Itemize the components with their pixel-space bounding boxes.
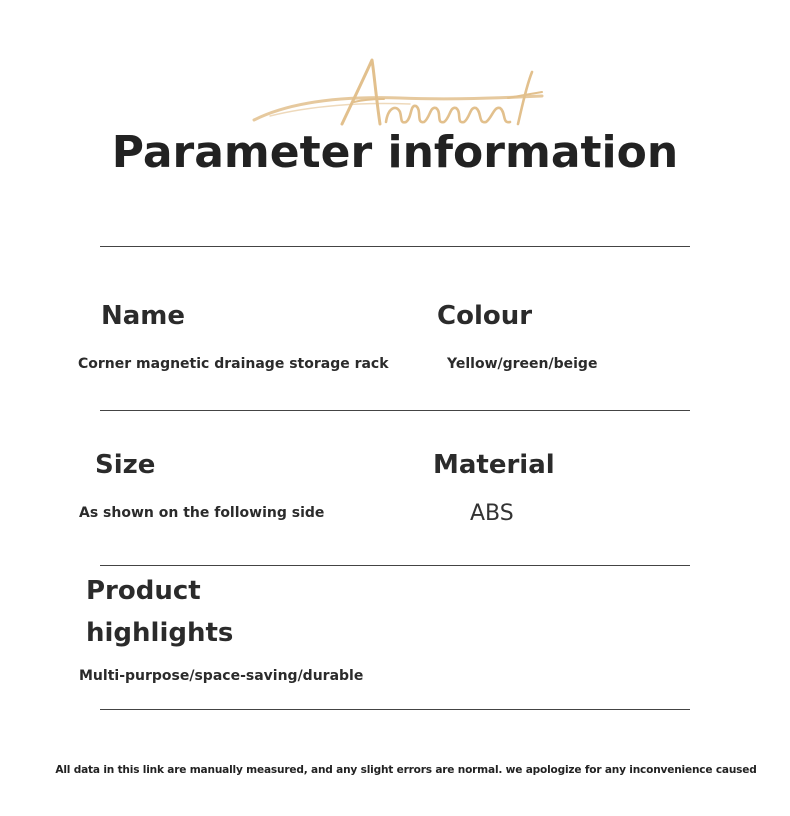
highlights-heading-line1: Product [86,576,201,606]
divider-row2 [100,565,690,566]
colour-value: Yellow/green/beige [447,356,598,372]
colour-heading: Colour [437,301,533,331]
name-heading: Name [101,301,186,331]
highlights-heading-line2: highlights [86,618,234,648]
page-title: Parameter information [111,127,679,178]
divider-bottom [100,709,690,710]
highlights-heading [86,570,306,654]
size-heading: Size [95,450,156,480]
material-value: ABS [470,501,514,526]
name-value: Corner magnetic drainage storage rack [78,356,389,372]
footnote: All data in this link are manually measured, and any slight errors are normal. we apologize for any inconvenience caused [55,763,757,776]
size-value: As shown on the following side [79,505,325,521]
divider-top [100,246,690,247]
material-heading: Material [433,450,555,480]
highlights-value: Multi-purpose/space-saving/durable [79,668,364,684]
divider-row1 [100,410,690,411]
